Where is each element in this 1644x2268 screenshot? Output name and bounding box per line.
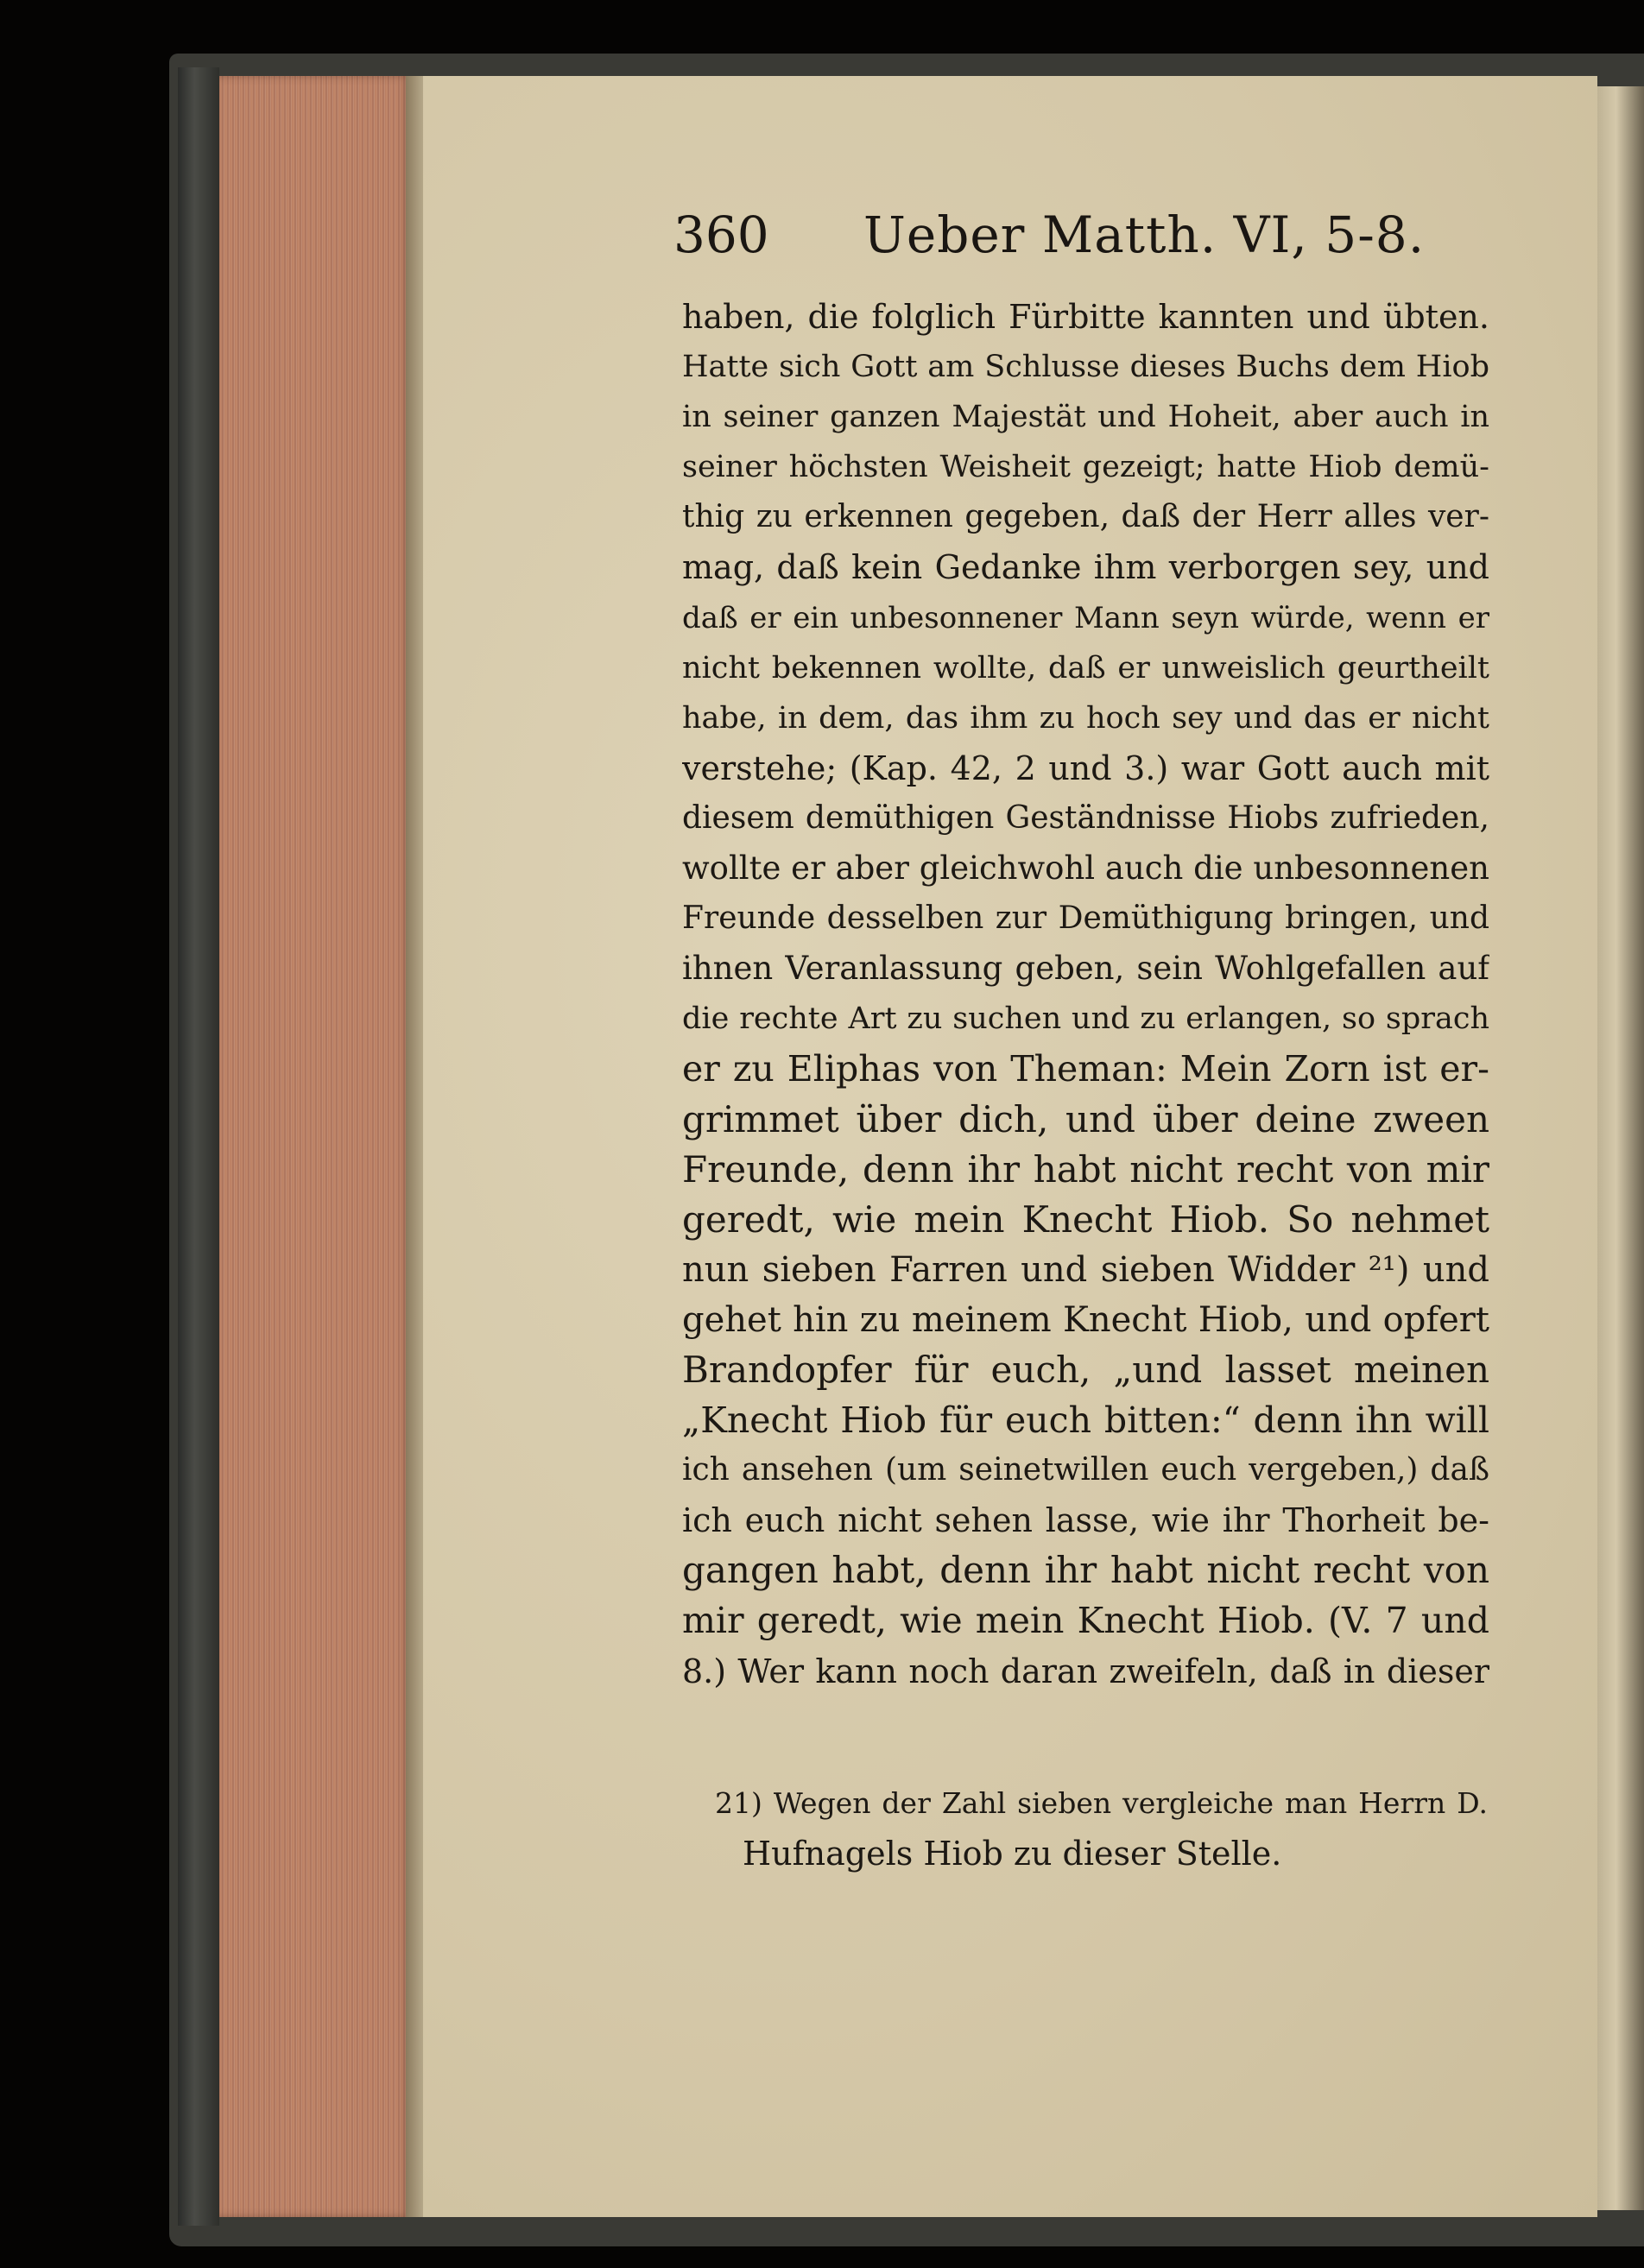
page-edges	[219, 76, 411, 2217]
text-line: daß er ein unbesonnener Mann seyn würde, wenn er	[682, 600, 1489, 635]
text-line: ich euch nicht sehen lasse, wie ihr Thorheit be-	[682, 1501, 1489, 1540]
text-line: nicht bekennen wollte, daß er unweislich geurtheilt	[682, 650, 1489, 685]
text-line: Hatte sich Gott am Schlusse dieses Buchs dem Hiob	[682, 350, 1489, 385]
footnote-line: Hufnagels Hiob zu dieser Stelle.	[743, 1835, 1282, 1873]
text-line: „Knecht Hiob für euch bitten:“ denn ihn will	[682, 1399, 1489, 1442]
text-line: mag, daß kein Gedanke ihm verborgen sey, und	[682, 548, 1489, 587]
text-line: gehet hin zu meinem Knecht Hiob, und opfert	[682, 1299, 1489, 1340]
text-line: diesem demüthigen Geständnisse Hiobs zufrieden,	[682, 799, 1489, 836]
text-line: 8.) Wer kann noch daran zweifeln, daß in dieser	[682, 1652, 1489, 1690]
page-header	[673, 205, 1451, 266]
text-line: thig zu erkennen gegeben, daß der Herr alles ver-	[682, 499, 1489, 535]
text-line: in seiner ganzen Majestät und Hoheit, aber auch in	[682, 400, 1489, 435]
text-line: Freunde desselben zur Demüthigung bringen, und	[682, 900, 1489, 937]
facing-page-edge	[1597, 86, 1644, 2210]
text-line: mir geredt, wie mein Knecht Hiob. (V. 7 und	[682, 1600, 1489, 1642]
footnote	[715, 1778, 1488, 1879]
text-line: habe, in dem, das ihm zu hoch sey und das er nicht	[682, 700, 1489, 736]
text-line: nun sieben Farren und sieben Widder ²¹) und	[682, 1249, 1489, 1290]
cover-edge	[178, 67, 219, 2226]
text-line: gangen habt, denn ihr habt nicht recht von	[682, 1549, 1489, 1592]
text-line: ihnen Veranlassung geben, sein Wohlgefallen auf	[682, 950, 1489, 988]
body-text	[682, 292, 1489, 1696]
text-line: ich ansehen (um seinetwillen euch vergeben,) daß	[682, 1452, 1489, 1488]
page-number: 360	[673, 205, 769, 264]
running-head: Ueber Matth. VI, 5-8.	[863, 205, 1426, 264]
text-line: die rechte Art zu suchen und zu erlangen, so sprach	[682, 1001, 1489, 1037]
text-line: haben, die folglich Fürbitte kannten und übten.	[682, 298, 1489, 336]
text-line: er zu Eliphas von Theman: Mein Zorn ist er-	[682, 1048, 1489, 1090]
text-line: verstehe; (Kap. 42, 2 und 3.) war Gott auch mit	[682, 749, 1489, 787]
text-line: Brandopfer für euch, „und lasset meinen	[682, 1348, 1489, 1391]
text-line: seiner höchsten Weisheit gezeigt; hatte Hiob demü-	[682, 450, 1489, 485]
footnote-line: 21) Wegen der Zahl sieben vergleiche man Herrn D.	[715, 1786, 1488, 1820]
text-line: geredt, wie mein Knecht Hiob. So nehmet	[682, 1197, 1489, 1241]
text-line: Freunde, denn ihr habt nicht recht von mir	[682, 1147, 1489, 1191]
text-line: wollte er aber gleichwohl auch die unbesonnenen	[682, 850, 1489, 888]
text-line: grimmet über dich, und über deine zween	[682, 1097, 1489, 1140]
